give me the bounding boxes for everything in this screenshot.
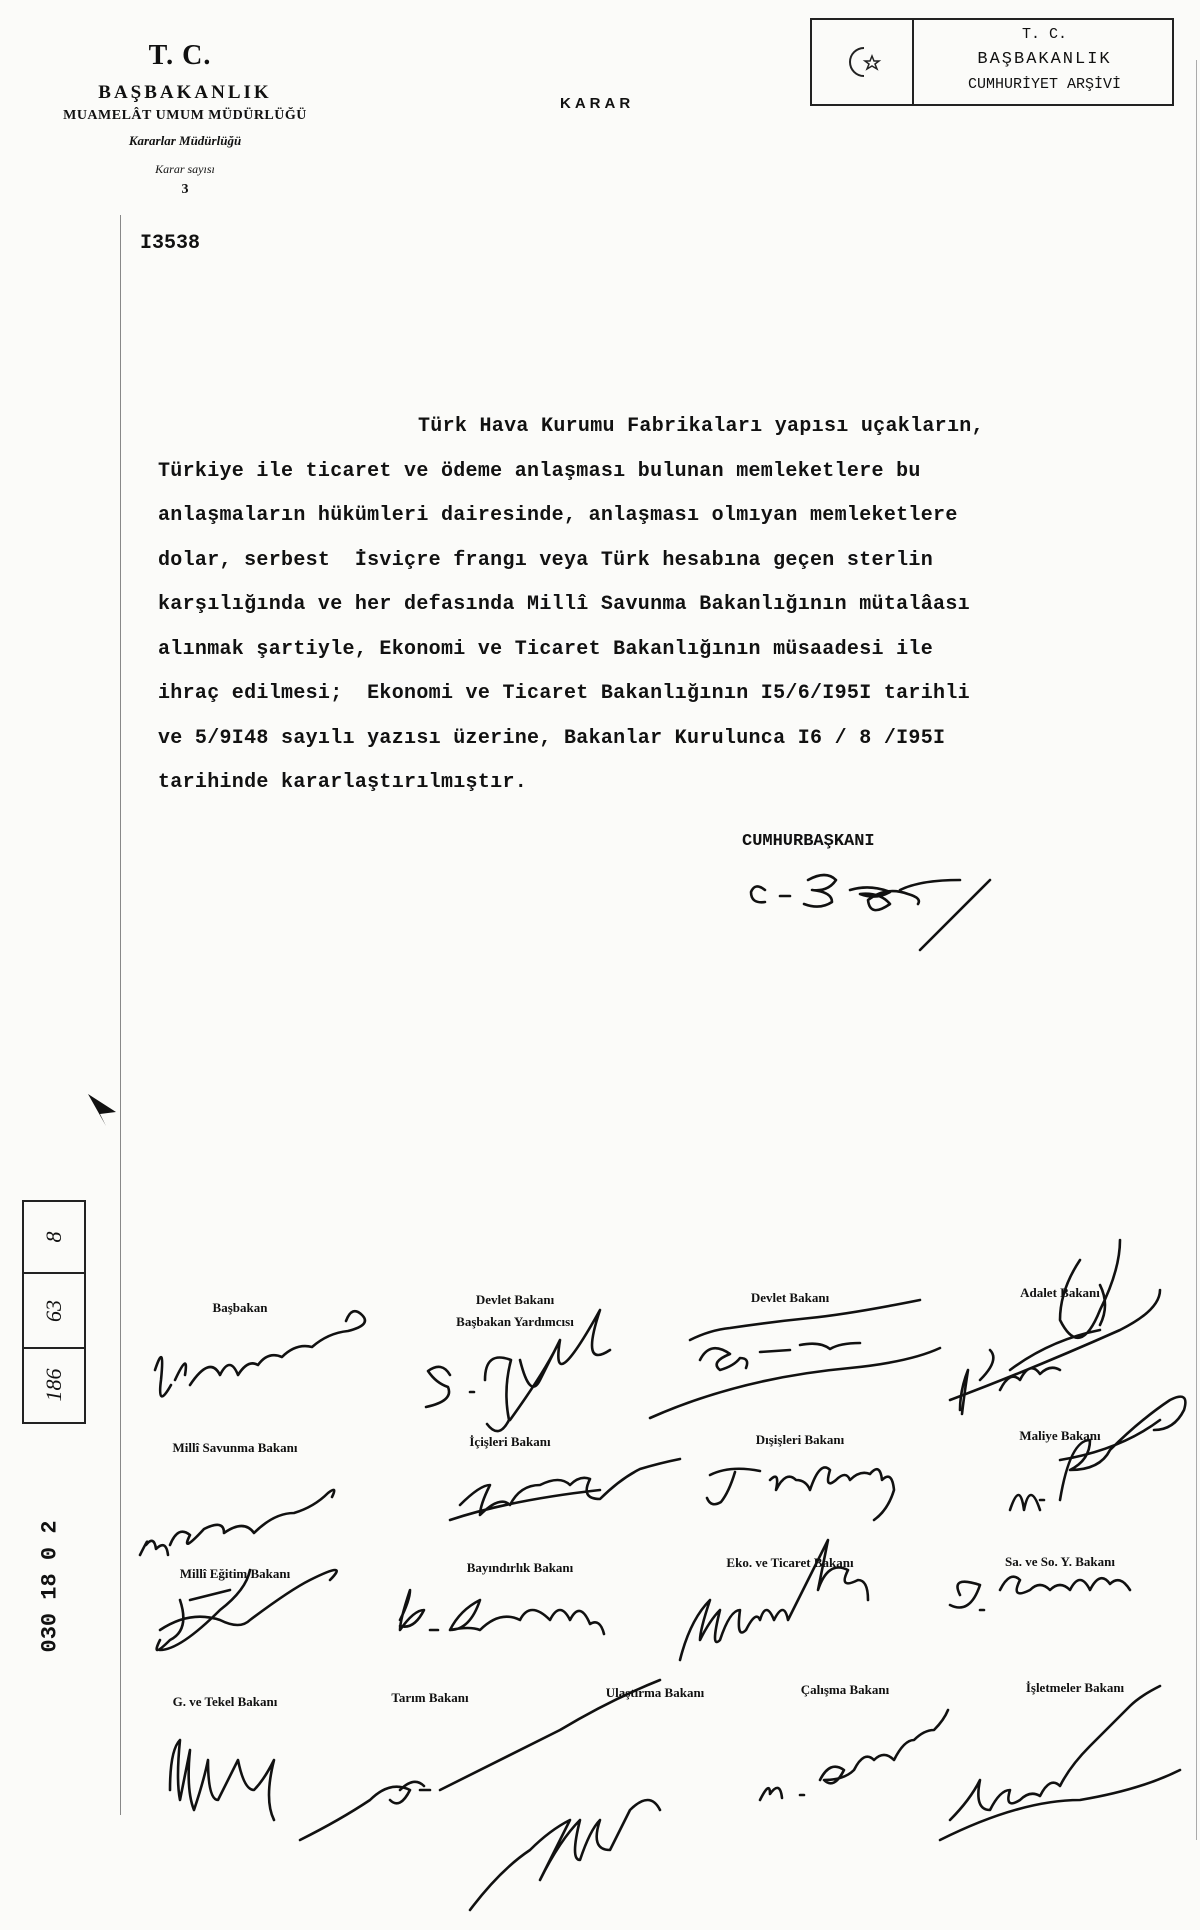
signatory-label: Başbakan: [212, 1300, 268, 1315]
body-line: dolar, serbest İsviçre frangı veya Türk hesabına geçen sterlin: [158, 548, 934, 572]
signature-president: [751, 875, 990, 950]
signatory-label: Maliye Bakanı: [1019, 1428, 1101, 1443]
signatory-label: Dışişleri Bakanı: [755, 1432, 845, 1447]
archive-number-strip: [22, 1200, 86, 1424]
margin-pointer-icon: [86, 1088, 126, 1128]
signature-12: [950, 1577, 1130, 1610]
stamp-divider: [912, 20, 914, 104]
crescent-star-icon: [842, 44, 882, 80]
signature-15: [470, 1800, 660, 1910]
signature-1: [155, 1311, 365, 1396]
document-title: KARAR: [560, 95, 635, 112]
header-tc: T. C.: [148, 40, 212, 71]
margin-line: [120, 215, 121, 1815]
stamp-line-3: CUMHURİYET ARŞİVİ: [967, 76, 1122, 93]
decision-count-value: 3: [181, 182, 189, 197]
body-line: Türk Hava Kurumu Fabrikaları yapısı uçakların,: [418, 415, 984, 438]
signatory-label: İçişleri Bakanı: [469, 1434, 551, 1449]
signatory-label: Başbakan Yardımcısı: [456, 1314, 574, 1329]
signatory-label: Çalışma Bakanı: [800, 1682, 890, 1697]
header-department: MUAMELÂT UMUM MÜDÜRLÜĞÜ: [63, 108, 307, 123]
signature-9: [157, 1570, 337, 1650]
signature-16: [760, 1710, 948, 1800]
signature-8: [1010, 1397, 1185, 1510]
signatory-label: İşletmeler Bakanı: [1025, 1680, 1125, 1695]
signature-4: [950, 1240, 1160, 1414]
signatory-label: Millî Eğitim Bakanı: [179, 1566, 291, 1581]
signature-6: [450, 1459, 680, 1520]
decision-count-label: Karar sayısı: [155, 162, 215, 176]
signatory-label: Millî Savunma Bakanı: [172, 1440, 298, 1455]
stamp-line-1: T. C.: [1021, 26, 1067, 43]
signatory-label: Adalet Bakanı: [1020, 1285, 1100, 1300]
strip-number: 63: [41, 1300, 66, 1322]
body-line: karşılığında ve her defasında Millî Savunma Bakanlığının mütalâası: [158, 593, 970, 616]
body-line: Türkiye ile ticaret ve ödeme anlaşması bulunan memleketlere bu: [158, 459, 921, 483]
signatory-label: Devlet Bakanı: [750, 1290, 830, 1305]
decision-body: [158, 405, 1118, 806]
signature-3: [650, 1300, 940, 1418]
signatory-label: Ulaştırma Bakanı: [605, 1685, 705, 1700]
strip-divider: [24, 1347, 84, 1349]
signature-13: [170, 1740, 274, 1820]
signatory-label: Eko. ve Ticaret Bakanı: [726, 1555, 854, 1570]
body-line: ve 5/9I48 sayılı yazısı üzerine, Bakanlar Kurulunca I6 / 8 /I95I: [158, 726, 946, 750]
signatory-label: Bayındırlık Bakanı: [466, 1560, 574, 1575]
header-sub-department: Kararlar Müdürlüğü: [128, 133, 242, 148]
body-line: alınmak şartiyle, Ekonomi ve Ticaret Bakanlığının müsaadesi ile: [158, 637, 934, 661]
signature-17: [940, 1686, 1180, 1840]
signature-5: [140, 1490, 334, 1600]
header-office: BAŞBAKANLIK: [98, 82, 272, 103]
signatory-label: Devlet Bakanı: [475, 1292, 555, 1307]
signatory-label: Tarım Bakanı: [391, 1690, 469, 1705]
strip-number: 186: [41, 1368, 66, 1402]
body-line: anlaşmaların hükümleri dairesinde, anlaşması olmıyan memleketlere: [158, 504, 958, 527]
stamp-line-2: BAŞBAKANLIK: [977, 50, 1112, 69]
right-margin-line: [1196, 60, 1197, 1840]
signatory-label: Sa. ve So. Y. Bakanı: [1005, 1554, 1115, 1569]
signatory-label: G. ve Tekel Bakanı: [172, 1694, 278, 1709]
strip-divider: [24, 1272, 84, 1274]
margin-code: 030 18 0 2: [37, 1520, 63, 1653]
archive-stamp: [810, 18, 1174, 106]
strip-number: 8: [41, 1231, 66, 1243]
body-line: tarihinde kararlaştırılmıştır.: [158, 771, 528, 794]
body-line: ihraç edilmesi; Ekonomi ve Ticaret Bakanlığının I5/6/I95I tarihli: [158, 682, 970, 705]
reference-number: I3538: [140, 232, 201, 255]
president-label: CUMHURBAŞKANI: [742, 832, 875, 851]
signature-7: [707, 1468, 894, 1521]
signature-10: [400, 1590, 604, 1634]
